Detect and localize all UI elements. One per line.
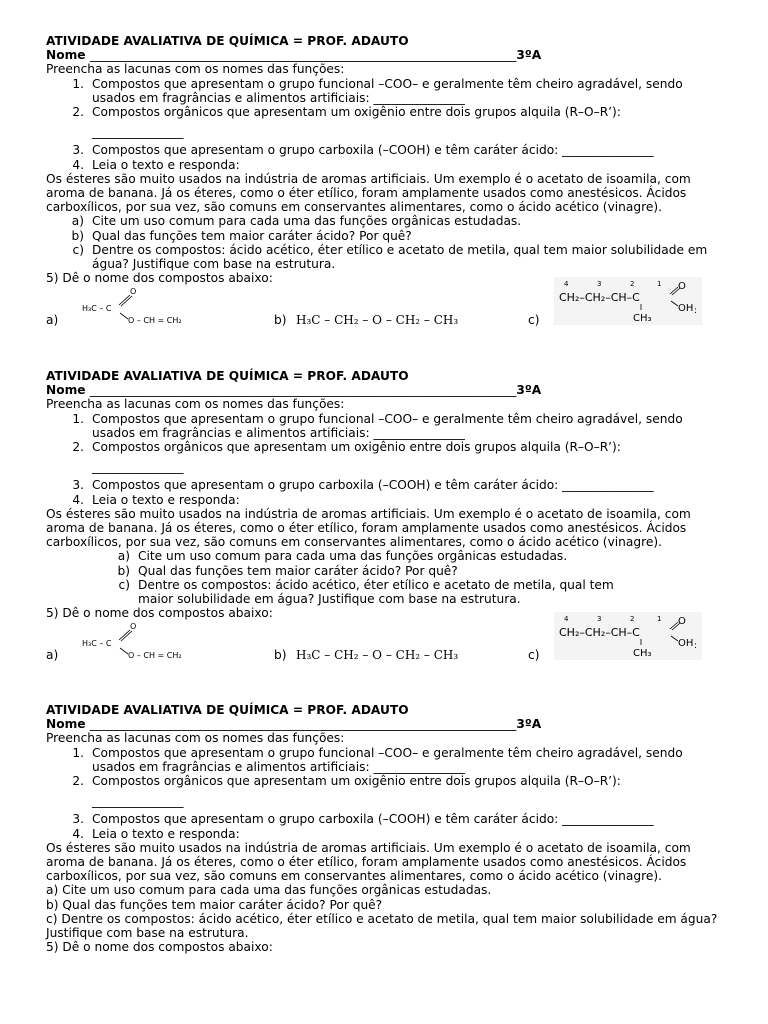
worksheet-title: ATIVIDADE AVALIATIVA DE QUÍMICA = PROF. ADAUTO: [46, 703, 409, 717]
compound-b-label: b): [274, 313, 287, 328]
name-row: [46, 717, 726, 731]
question-label: c): [72, 242, 84, 257]
class-label: 3ºA: [516, 717, 542, 732]
list-item: [46, 125, 726, 139]
question-text: Qual das funções tem maior caráter ácido? Por quê?: [62, 897, 383, 912]
item-number: 3.: [72, 812, 84, 827]
compound-b-label: b): [274, 648, 287, 663]
name-label: Nome: [46, 383, 86, 398]
compound-c-num-4: 4: [564, 615, 569, 624]
question: [46, 578, 726, 606]
list-item: [46, 412, 726, 440]
item-text: _______________: [92, 125, 184, 140]
compound-a-o-top: O: [130, 622, 137, 632]
question-text: Dentre os compostos: ácido acético, éter etílico e acetato de metila, qual tem maior solubilidade em água? Justifique com base na estrutura.: [92, 242, 708, 272]
question: [46, 549, 726, 563]
item-text: _______________: [92, 460, 184, 475]
class-label: 3ºA: [516, 48, 542, 63]
item-number: 2.: [72, 440, 84, 455]
item-number: 2.: [72, 105, 84, 120]
compound-c-num-2: 2: [630, 280, 635, 289]
question-label: b): [46, 897, 59, 912]
item-number: 4.: [72, 826, 84, 841]
item-text: _______________: [92, 794, 184, 809]
compound-c-num-1: 1: [657, 615, 662, 624]
compound-c-o: O: [678, 616, 686, 628]
item-number: 3.: [72, 478, 84, 493]
question-label: b): [71, 228, 84, 243]
question-label: b): [117, 563, 130, 578]
fill-in-list: [46, 77, 726, 172]
list-item: [46, 77, 726, 105]
question: [46, 243, 726, 271]
item-number: 1.: [72, 76, 84, 91]
item-text: Leia o texto e responda:: [92, 492, 240, 507]
question: [46, 564, 726, 578]
compound-c-num-3: 3: [597, 615, 602, 624]
question-label: a): [117, 549, 130, 564]
item-number: [46, 794, 92, 808]
question: [46, 883, 726, 897]
compound-c-ch3: CH₃: [633, 313, 652, 325]
compound-c-num-3: 3: [597, 280, 602, 289]
question-text: Dentre os compostos: ácido acético, éter etílico e acetato de metila, qual tem maior solubilidade em água? Justifique com base na estrutura.: [46, 911, 718, 941]
question-text: Dentre os compostos: ácido acético, éter etílico e acetato de metila, qual tem maior solubilidade em água? Justifique com base na estrutura.: [138, 577, 614, 607]
item-text: Compostos que apresentam o grupo funcional –COO– e geralmente têm cheiro agradável, sendo usados em fragrâncias e alimentos artificiais: _______________: [92, 76, 683, 105]
fill-in-list: [46, 746, 726, 841]
question: [46, 214, 726, 228]
name-blank: ______________________________________________________________________: [89, 48, 517, 63]
name-blank: ______________________________________________________________________: [89, 383, 517, 398]
question-text: Cite um uso comum para cada uma das funções orgânicas estudadas.: [138, 549, 568, 564]
instruction: Preencha as lacunas com os nomes das funções:: [46, 731, 345, 746]
compound-c-chain: CH₂–CH₂–CH–C: [559, 291, 640, 305]
question-5: 5) Dê o nome dos compostos abaixo:: [46, 940, 273, 955]
compound-a-structure: [82, 620, 202, 660]
compound-a-label: a): [46, 648, 59, 663]
list-item: [46, 478, 726, 492]
question-text: Cite um uso comum para cada uma das funções orgânicas estudadas.: [92, 214, 522, 229]
list-item: [46, 143, 726, 157]
item-number: 2.: [72, 774, 84, 789]
compound-c-ch3: CH₃: [633, 648, 652, 660]
compound-a-label: a): [46, 313, 59, 328]
item-text: Compostos que apresentam o grupo carboxila (–COOH) e têm caráter ácido: _______________: [92, 478, 654, 493]
compound-a-o-top: O: [130, 287, 137, 297]
compound-c-o: O: [678, 281, 686, 293]
item-number: 4.: [72, 157, 84, 172]
worksheet-copy-3: [46, 703, 726, 954]
fill-in-list: [46, 412, 726, 507]
compound-b-formula: H₃C – CH₂ – O – CH₂ – CH₃: [296, 313, 459, 328]
worksheet-title: ATIVIDADE AVALIATIVA DE QUÍMICA = PROF. ADAUTO: [46, 369, 409, 383]
name-label: Nome: [46, 717, 86, 732]
question-5: 5) Dê o nome dos compostos abaixo:: [46, 606, 273, 621]
compound-c-label: c): [528, 313, 540, 328]
item-text: Leia o texto e responda:: [92, 157, 240, 172]
compound-c-oh: OH: [678, 303, 694, 315]
worksheet-copy-1: [46, 34, 726, 343]
name-label: Nome: [46, 48, 86, 63]
list-item: [46, 774, 726, 788]
compound-c-num-4: 4: [564, 280, 569, 289]
compounds-row: [46, 280, 726, 343]
item-text: Compostos orgânicos que apresentam um oxigênio entre dois grupos alquila (R–O–R’):: [92, 440, 621, 455]
list-item: [46, 812, 726, 826]
instruction: Preencha as lacunas com os nomes das funções:: [46, 62, 345, 77]
compound-c-trail: :: [694, 641, 698, 652]
name-row: [46, 383, 726, 397]
question-5: 5) Dê o nome dos compostos abaixo:: [46, 271, 273, 286]
compound-c-trail: :: [694, 306, 698, 317]
worksheet-title: ATIVIDADE AVALIATIVA DE QUÍMICA = PROF. ADAUTO: [46, 34, 409, 48]
item-text: Leia o texto e responda:: [92, 826, 240, 841]
item-number: 4.: [72, 492, 84, 507]
item-number: [46, 460, 92, 474]
item-number: 1.: [72, 745, 84, 760]
list-item: [46, 158, 726, 172]
question-label: c): [46, 911, 58, 926]
reading-paragraph: Os ésteres são muito usados na indústria de aromas artificiais. Um exemplo é o acetato de isoamila, com aroma de banana. Já os éteres, como o éter etílico, foram amplamente usados como anestésicos. Ácidos carboxílicos, por sua vez, são comuns em conservantes alimentares, como o ácido acético (vinagre).: [46, 171, 691, 215]
item-text: Compostos que apresentam o grupo carboxila (–COOH) e têm caráter ácido: _______________: [92, 812, 654, 827]
list-item: [46, 794, 726, 808]
list-item: [46, 460, 726, 474]
list-item: [46, 493, 726, 507]
item-number: 1.: [72, 411, 84, 426]
list-item: [46, 827, 726, 841]
compound-a-o-chain: O – CH = CH₂: [128, 651, 182, 661]
worksheet-copy-2: [46, 369, 726, 678]
item-text: Compostos orgânicos que apresentam um oxigênio entre dois grupos alquila (R–O–R’):: [92, 774, 621, 789]
compound-c-structure: [554, 612, 702, 660]
item-text: Compostos orgânicos que apresentam um oxigênio entre dois grupos alquila (R–O–R’):: [92, 105, 621, 120]
item-text: Compostos que apresentam o grupo funcional –COO– e geralmente têm cheiro agradável, sendo usados em fragrâncias e alimentos artificiais: _______________: [92, 411, 683, 440]
compound-c-structure: [554, 277, 702, 325]
compound-c-oh: OH: [678, 638, 694, 650]
item-number: 3.: [72, 143, 84, 158]
item-text: Compostos que apresentam o grupo carboxila (–COOH) e têm caráter ácido: _______________: [92, 143, 654, 158]
question: [46, 229, 726, 243]
question-text: Cite um uso comum para cada uma das funções orgânicas estudadas.: [62, 883, 492, 898]
question-label: c): [118, 577, 130, 592]
question: [46, 898, 726, 912]
name-blank: ______________________________________________________________________: [89, 717, 517, 732]
compound-b-formula: H₃C – CH₂ – O – CH₂ – CH₃: [296, 648, 459, 663]
compound-a-o-chain: O – CH = CH₂: [128, 316, 182, 326]
question: [46, 912, 726, 940]
instruction: Preencha as lacunas com os nomes das funções:: [46, 397, 345, 412]
compound-c-num-2: 2: [630, 615, 635, 624]
compound-a-h3c: H₃C – C: [82, 639, 112, 649]
item-text: Compostos que apresentam o grupo funcional –COO– e geralmente têm cheiro agradável, sendo usados em fragrâncias e alimentos artificiais: _______________: [92, 745, 683, 774]
reading-paragraph: Os ésteres são muito usados na indústria de aromas artificiais. Um exemplo é o acetato de isoamila, com aroma de banana. Já os éteres, como o éter etílico, foram amplamente usados como anestésicos. Ácidos carboxílicos, por sua vez, são comuns em conservantes alimentares, como o ácido acético (vinagre).: [46, 840, 691, 884]
compound-a-h3c: H₃C – C: [82, 304, 112, 314]
question-label: a): [71, 214, 84, 229]
compounds-row: [46, 615, 726, 678]
question-label: a): [46, 883, 59, 898]
question-text: Qual das funções tem maior caráter ácido? Por quê?: [92, 228, 412, 243]
item-number: [46, 125, 92, 139]
list-item: [46, 746, 726, 774]
name-row: [46, 48, 726, 62]
question-text: Qual das funções tem maior caráter ácido? Por quê?: [138, 563, 458, 578]
compound-c-chain: CH₂–CH₂–CH–C: [559, 626, 640, 640]
class-label: 3ºA: [516, 383, 542, 398]
reading-paragraph: Os ésteres são muito usados na indústria de aromas artificiais. Um exemplo é o acetato de isoamila, com aroma de banana. Já os éteres, como o éter etílico, foram amplamente usados como anestésicos. Ácidos carboxílicos, por sua vez, são comuns em conservantes alimentares, como o ácido acético (vinagre).: [46, 506, 691, 550]
list-item: [46, 440, 726, 454]
list-item: [46, 105, 726, 119]
compound-c-label: c): [528, 648, 540, 663]
compound-c-num-1: 1: [657, 280, 662, 289]
compound-a-structure: [82, 285, 202, 325]
